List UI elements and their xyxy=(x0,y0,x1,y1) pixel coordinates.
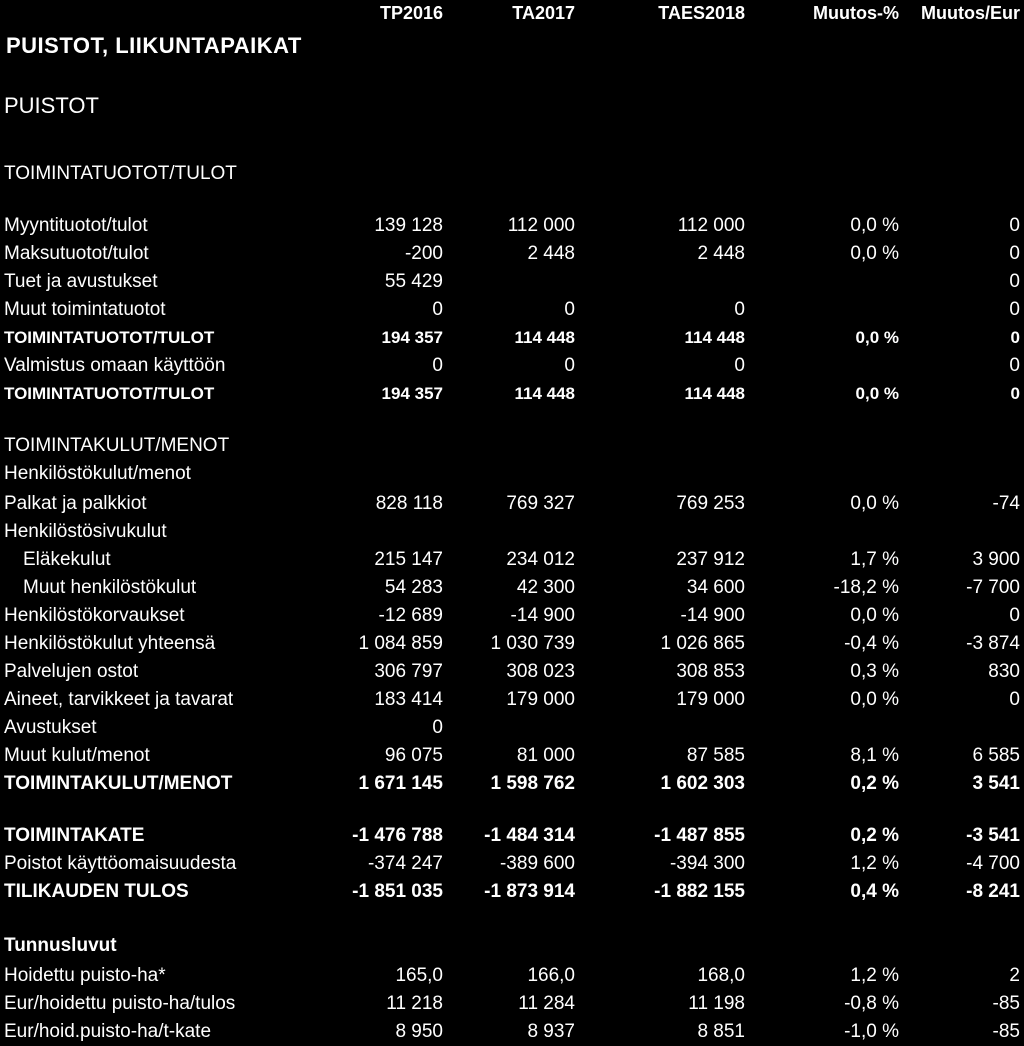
cell-ta2017: -14 900 xyxy=(510,605,575,626)
cell-change-eur: -85 xyxy=(992,993,1020,1014)
row-label: Muut henkilöstökulut xyxy=(23,577,197,598)
cell-ta2017: 0 xyxy=(564,355,575,376)
row-label: Myyntituotot/tulot xyxy=(4,215,148,236)
table-row xyxy=(0,352,1024,380)
table-row xyxy=(0,460,1024,488)
row-label: Valmistus omaan käyttöön xyxy=(4,355,226,376)
cell-change-percent: -1,0 % xyxy=(844,1021,899,1042)
cell-tp2016: 194 357 xyxy=(381,384,443,403)
cell-change-percent: -0,4 % xyxy=(844,633,899,654)
cell-taes2018: 2 448 xyxy=(697,243,745,264)
table-row xyxy=(0,574,1024,602)
cell-change-percent: -0,8 % xyxy=(844,993,899,1014)
cell-change-eur: 6 585 xyxy=(972,745,1020,766)
cell-ta2017: 8 937 xyxy=(527,1021,575,1042)
cell-change-percent: 0,2 % xyxy=(850,773,899,794)
cell-change-eur: -74 xyxy=(992,493,1020,514)
cell-taes2018: 0 xyxy=(734,355,745,376)
row-label: TILIKAUDEN TULOS xyxy=(4,881,189,902)
row-label: Palvelujen ostot xyxy=(4,661,139,682)
cell-tp2016: 165,0 xyxy=(395,965,443,986)
cell-taes2018: 87 585 xyxy=(686,745,745,766)
table-row xyxy=(0,160,1024,188)
cell-change-percent: 0,4 % xyxy=(850,881,899,902)
row-label: Hoidettu puisto-ha* xyxy=(4,965,166,986)
table-row xyxy=(0,630,1024,658)
cell-taes2018: 1 602 303 xyxy=(660,773,745,794)
cell-change-percent: 0,0 % xyxy=(850,493,899,514)
table-row xyxy=(0,212,1024,240)
row-label: Henkilöstökulut yhteensä xyxy=(4,633,216,654)
row-label: Eläkekulut xyxy=(23,549,111,570)
cell-ta2017: 114 448 xyxy=(514,328,575,347)
cell-tp2016: 11 218 xyxy=(386,993,443,1014)
row-label: Henkilöstökorvaukset xyxy=(4,605,185,626)
row-label: Muut toimintatuotot xyxy=(4,299,166,320)
cell-ta2017: 2 448 xyxy=(527,243,575,264)
column-header-change-percent: Muutos-% xyxy=(813,3,899,23)
cell-taes2018: 112 000 xyxy=(677,215,745,236)
cell-tp2016: 215 147 xyxy=(374,549,443,570)
page-title: PUISTOT, LIIKUNTAPAIKAT xyxy=(6,33,302,58)
cell-tp2016: -200 xyxy=(404,243,443,264)
cell-tp2016: -1 851 035 xyxy=(352,881,443,902)
row-label: Henkilöstösivukulut xyxy=(4,521,167,542)
cell-ta2017: -1 873 914 xyxy=(484,881,575,902)
cell-change-percent: 0,2 % xyxy=(850,825,899,846)
table-row xyxy=(0,296,1024,324)
cell-tp2016: 8 950 xyxy=(395,1021,443,1042)
cell-taes2018: 8 851 xyxy=(697,1021,745,1042)
cell-tp2016: -374 247 xyxy=(367,853,443,874)
table-row xyxy=(0,324,1024,352)
cell-tp2016: 96 075 xyxy=(384,745,443,766)
cell-change-eur: 0 xyxy=(1009,243,1020,264)
cell-change-percent: 1,7 % xyxy=(850,549,899,570)
cell-taes2018: 114 448 xyxy=(684,384,745,403)
table-row xyxy=(0,770,1024,798)
cell-tp2016: -1 476 788 xyxy=(352,825,443,846)
row-label: Poistot käyttöomaisuudesta xyxy=(4,853,237,874)
cell-change-eur: 830 xyxy=(988,661,1020,682)
table-row xyxy=(0,658,1024,686)
cell-taes2018: 114 448 xyxy=(684,328,745,347)
cell-tp2016: 139 128 xyxy=(374,215,443,236)
table-row xyxy=(0,822,1024,850)
cell-change-eur: 3 900 xyxy=(972,549,1020,570)
row-label: Maksutuotot/tulot xyxy=(4,243,149,264)
cell-ta2017: -1 484 314 xyxy=(484,825,575,846)
cell-taes2018: 34 600 xyxy=(686,577,745,598)
cell-taes2018: 1 026 865 xyxy=(660,633,745,654)
cell-ta2017: 81 000 xyxy=(516,745,575,766)
cell-taes2018: -1 487 855 xyxy=(654,825,745,846)
row-label: Eur/hoid.puisto-ha/t-kate xyxy=(4,1021,212,1042)
cell-change-eur: -8 241 xyxy=(966,881,1020,902)
row-label: Henkilöstökulut/menot xyxy=(4,463,191,484)
cell-change-eur: -7 700 xyxy=(966,577,1020,598)
table-row xyxy=(0,490,1024,518)
cell-change-eur: 0 xyxy=(1009,355,1020,376)
row-label: Aineet, tarvikkeet ja tavarat xyxy=(4,689,234,710)
cell-change-percent: 1,2 % xyxy=(850,965,899,986)
table-row xyxy=(0,546,1024,574)
table-row xyxy=(0,714,1024,742)
row-label: TOIMINTATUOTOT/TULOT xyxy=(4,328,215,347)
cell-tp2016: 54 283 xyxy=(384,577,443,598)
cell-ta2017: -389 600 xyxy=(499,853,575,874)
table-row xyxy=(0,962,1024,990)
cell-tp2016: 55 429 xyxy=(384,271,443,292)
cell-ta2017: 112 000 xyxy=(507,215,575,236)
table-row xyxy=(0,990,1024,1018)
cell-taes2018: 769 253 xyxy=(676,493,745,514)
table-row xyxy=(0,850,1024,878)
row-label: TOIMINTAKULUT/MENOT xyxy=(4,773,233,794)
row-label: TOIMINTAKATE xyxy=(4,825,145,846)
column-header-taes2018: TAES2018 xyxy=(658,3,745,23)
table-row xyxy=(0,268,1024,296)
row-label: Tunnusluvut xyxy=(4,935,117,956)
column-header-tp2016: TP2016 xyxy=(379,3,443,23)
cell-tp2016: 1 084 859 xyxy=(358,633,443,654)
cell-change-eur: 0 xyxy=(1009,299,1020,320)
table-row xyxy=(0,240,1024,268)
cell-taes2018: -14 900 xyxy=(680,605,745,626)
cell-ta2017: 166,0 xyxy=(527,965,575,986)
cell-taes2018: 308 853 xyxy=(676,661,745,682)
table-row xyxy=(0,380,1024,408)
cell-ta2017: 11 284 xyxy=(518,993,575,1014)
cell-taes2018: -394 300 xyxy=(669,853,745,874)
row-label: Muut kulut/menot xyxy=(4,745,150,766)
table-row xyxy=(0,878,1024,906)
cell-change-eur: -3 541 xyxy=(966,825,1020,846)
cell-ta2017: 234 012 xyxy=(506,549,575,570)
cell-change-percent: -18,2 % xyxy=(833,577,899,598)
cell-tp2016: -12 689 xyxy=(378,605,443,626)
cell-tp2016: 0 xyxy=(432,299,443,320)
column-header-ta2017: TA2017 xyxy=(512,3,575,23)
row-label: Tuet ja avustukset xyxy=(4,271,158,292)
section-title: PUISTOT xyxy=(4,93,99,118)
cell-change-eur: 0 xyxy=(1009,271,1020,292)
cell-change-eur: 0 xyxy=(1009,689,1020,710)
cell-ta2017: 1 030 739 xyxy=(490,633,575,654)
cell-change-eur: -3 874 xyxy=(966,633,1020,654)
table-row xyxy=(0,518,1024,546)
row-label: Avustukset xyxy=(4,717,97,738)
cell-tp2016: 194 357 xyxy=(381,328,443,347)
cell-ta2017: 308 023 xyxy=(506,661,575,682)
cell-change-percent: 0,3 % xyxy=(850,661,899,682)
cell-tp2016: 828 118 xyxy=(375,493,443,514)
cell-taes2018: 0 xyxy=(734,299,745,320)
row-label: Palkat ja palkkiot xyxy=(4,493,147,514)
table-row xyxy=(0,932,1024,960)
cell-taes2018: 237 912 xyxy=(676,549,745,570)
table-row xyxy=(0,1018,1024,1046)
row-label: TOIMINTATUOTOT/TULOT xyxy=(4,384,215,403)
table-row xyxy=(0,432,1024,460)
cell-change-eur: 0 xyxy=(1009,605,1020,626)
cell-change-eur: 2 xyxy=(1009,965,1020,986)
table-row xyxy=(0,742,1024,770)
cell-ta2017: 42 300 xyxy=(516,577,575,598)
row-label: TOIMINTAKULUT/MENOT xyxy=(4,435,230,456)
cell-ta2017: 1 598 762 xyxy=(490,773,575,794)
row-label: TOIMINTATUOTOT/TULOT xyxy=(4,163,237,184)
cell-change-eur: 0 xyxy=(1010,328,1020,347)
cell-change-percent: 1,2 % xyxy=(850,853,899,874)
cell-change-percent: 0,0 % xyxy=(850,215,899,236)
column-header-change-eur: Muutos/Eur xyxy=(921,3,1020,23)
cell-change-percent: 0,0 % xyxy=(850,689,899,710)
cell-change-percent: 0,0 % xyxy=(855,384,899,403)
cell-tp2016: 183 414 xyxy=(374,689,443,710)
cell-taes2018: -1 882 155 xyxy=(654,881,745,902)
cell-ta2017: 769 327 xyxy=(506,493,575,514)
cell-change-percent: 0,0 % xyxy=(855,328,899,347)
table-row xyxy=(0,686,1024,714)
cell-change-percent: 0,0 % xyxy=(850,243,899,264)
table-row xyxy=(0,602,1024,630)
cell-tp2016: 0 xyxy=(432,355,443,376)
row-label: Eur/hoidettu puisto-ha/tulos xyxy=(4,993,236,1014)
cell-tp2016: 1 671 145 xyxy=(358,773,443,794)
cell-change-eur: 0 xyxy=(1010,384,1020,403)
cell-taes2018: 168,0 xyxy=(697,965,745,986)
cell-taes2018: 11 198 xyxy=(688,993,745,1014)
cell-tp2016: 306 797 xyxy=(374,661,443,682)
cell-ta2017: 114 448 xyxy=(514,384,575,403)
cell-change-eur: -4 700 xyxy=(966,853,1020,874)
cell-change-percent: 8,1 % xyxy=(850,745,899,766)
cell-taes2018: 179 000 xyxy=(676,689,745,710)
cell-ta2017: 179 000 xyxy=(506,689,575,710)
cell-change-eur: 3 541 xyxy=(972,773,1020,794)
cell-change-eur: 0 xyxy=(1009,215,1020,236)
cell-change-eur: -85 xyxy=(992,1021,1020,1042)
cell-ta2017: 0 xyxy=(564,299,575,320)
cell-tp2016: 0 xyxy=(432,717,443,738)
cell-change-percent: 0,0 % xyxy=(850,605,899,626)
